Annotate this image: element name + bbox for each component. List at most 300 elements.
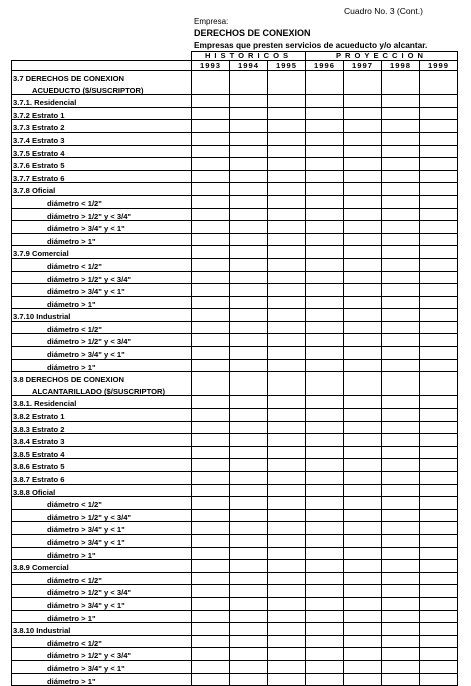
value-cell[interactable] bbox=[192, 83, 230, 95]
value-cell[interactable] bbox=[192, 522, 230, 535]
value-cell[interactable] bbox=[268, 421, 306, 434]
value-cell[interactable] bbox=[268, 95, 306, 108]
value-cell[interactable] bbox=[344, 522, 382, 535]
value-cell[interactable] bbox=[306, 673, 344, 686]
value-cell[interactable] bbox=[420, 522, 458, 535]
value-cell[interactable] bbox=[230, 547, 268, 560]
value-cell[interactable] bbox=[192, 321, 230, 334]
value-cell[interactable] bbox=[230, 509, 268, 522]
value-cell[interactable] bbox=[306, 585, 344, 598]
value-cell[interactable] bbox=[192, 484, 230, 497]
value-cell[interactable] bbox=[268, 221, 306, 234]
value-cell[interactable] bbox=[382, 547, 420, 560]
value-cell[interactable] bbox=[230, 83, 268, 95]
value-cell[interactable] bbox=[192, 71, 230, 83]
value-cell[interactable] bbox=[344, 509, 382, 522]
value-cell[interactable] bbox=[344, 95, 382, 108]
value-cell[interactable] bbox=[344, 107, 382, 120]
value-cell[interactable] bbox=[192, 208, 230, 221]
value-cell[interactable] bbox=[382, 660, 420, 673]
value-cell[interactable] bbox=[382, 107, 420, 120]
value-cell[interactable] bbox=[344, 208, 382, 221]
value-cell[interactable] bbox=[382, 597, 420, 610]
value-cell[interactable] bbox=[192, 673, 230, 686]
value-cell[interactable] bbox=[382, 95, 420, 108]
value-cell[interactable] bbox=[268, 610, 306, 623]
value-cell[interactable] bbox=[420, 534, 458, 547]
value-cell[interactable] bbox=[230, 296, 268, 309]
value-cell[interactable] bbox=[382, 534, 420, 547]
value-cell[interactable] bbox=[192, 459, 230, 472]
value-cell[interactable] bbox=[230, 610, 268, 623]
value-cell[interactable] bbox=[382, 83, 420, 95]
value-cell[interactable] bbox=[306, 71, 344, 83]
value-cell[interactable] bbox=[230, 195, 268, 208]
value-cell[interactable] bbox=[344, 610, 382, 623]
value-cell[interactable] bbox=[306, 95, 344, 108]
value-cell[interactable] bbox=[306, 309, 344, 322]
value-cell[interactable] bbox=[382, 409, 420, 422]
value-cell[interactable] bbox=[382, 284, 420, 297]
value-cell[interactable] bbox=[192, 384, 230, 396]
value-cell[interactable] bbox=[420, 560, 458, 573]
value-cell[interactable] bbox=[268, 484, 306, 497]
value-cell[interactable] bbox=[230, 648, 268, 661]
value-cell[interactable] bbox=[230, 459, 268, 472]
value-cell[interactable] bbox=[268, 396, 306, 409]
value-cell[interactable] bbox=[192, 183, 230, 196]
value-cell[interactable] bbox=[230, 585, 268, 598]
value-cell[interactable] bbox=[420, 484, 458, 497]
value-cell[interactable] bbox=[306, 170, 344, 183]
value-cell[interactable] bbox=[420, 585, 458, 598]
value-cell[interactable] bbox=[420, 547, 458, 560]
value-cell[interactable] bbox=[344, 660, 382, 673]
value-cell[interactable] bbox=[306, 120, 344, 133]
value-cell[interactable] bbox=[192, 95, 230, 108]
value-cell[interactable] bbox=[382, 585, 420, 598]
value-cell[interactable] bbox=[192, 572, 230, 585]
value-cell[interactable] bbox=[306, 183, 344, 196]
value-cell[interactable] bbox=[192, 258, 230, 271]
value-cell[interactable] bbox=[382, 396, 420, 409]
value-cell[interactable] bbox=[306, 321, 344, 334]
value-cell[interactable] bbox=[268, 372, 306, 384]
value-cell[interactable] bbox=[230, 372, 268, 384]
value-cell[interactable] bbox=[420, 107, 458, 120]
value-cell[interactable] bbox=[420, 321, 458, 334]
value-cell[interactable] bbox=[344, 170, 382, 183]
value-cell[interactable] bbox=[192, 660, 230, 673]
value-cell[interactable] bbox=[230, 334, 268, 347]
value-cell[interactable] bbox=[344, 321, 382, 334]
value-cell[interactable] bbox=[420, 372, 458, 384]
value-cell[interactable] bbox=[268, 334, 306, 347]
value-cell[interactable] bbox=[230, 158, 268, 171]
value-cell[interactable] bbox=[420, 132, 458, 145]
value-cell[interactable] bbox=[192, 195, 230, 208]
value-cell[interactable] bbox=[420, 347, 458, 360]
value-cell[interactable] bbox=[420, 509, 458, 522]
value-cell[interactable] bbox=[306, 434, 344, 447]
value-cell[interactable] bbox=[268, 509, 306, 522]
value-cell[interactable] bbox=[382, 560, 420, 573]
value-cell[interactable] bbox=[268, 208, 306, 221]
value-cell[interactable] bbox=[306, 195, 344, 208]
value-cell[interactable] bbox=[268, 309, 306, 322]
value-cell[interactable] bbox=[306, 359, 344, 372]
value-cell[interactable] bbox=[344, 673, 382, 686]
value-cell[interactable] bbox=[344, 434, 382, 447]
value-cell[interactable] bbox=[268, 284, 306, 297]
value-cell[interactable] bbox=[306, 246, 344, 259]
value-cell[interactable] bbox=[382, 648, 420, 661]
value-cell[interactable] bbox=[344, 446, 382, 459]
value-cell[interactable] bbox=[420, 610, 458, 623]
value-cell[interactable] bbox=[230, 472, 268, 485]
value-cell[interactable] bbox=[268, 560, 306, 573]
value-cell[interactable] bbox=[420, 334, 458, 347]
value-cell[interactable] bbox=[306, 446, 344, 459]
value-cell[interactable] bbox=[344, 258, 382, 271]
value-cell[interactable] bbox=[344, 560, 382, 573]
value-cell[interactable] bbox=[306, 623, 344, 636]
value-cell[interactable] bbox=[192, 610, 230, 623]
value-cell[interactable] bbox=[382, 509, 420, 522]
value-cell[interactable] bbox=[344, 623, 382, 636]
value-cell[interactable] bbox=[344, 158, 382, 171]
value-cell[interactable] bbox=[344, 221, 382, 234]
value-cell[interactable] bbox=[420, 459, 458, 472]
value-cell[interactable] bbox=[382, 372, 420, 384]
value-cell[interactable] bbox=[192, 534, 230, 547]
value-cell[interactable] bbox=[306, 132, 344, 145]
value-cell[interactable] bbox=[382, 221, 420, 234]
value-cell[interactable] bbox=[306, 597, 344, 610]
value-cell[interactable] bbox=[230, 635, 268, 648]
value-cell[interactable] bbox=[230, 534, 268, 547]
value-cell[interactable] bbox=[382, 421, 420, 434]
value-cell[interactable] bbox=[306, 158, 344, 171]
value-cell[interactable] bbox=[192, 334, 230, 347]
value-cell[interactable] bbox=[306, 497, 344, 510]
value-cell[interactable] bbox=[420, 309, 458, 322]
value-cell[interactable] bbox=[192, 107, 230, 120]
value-cell[interactable] bbox=[192, 396, 230, 409]
value-cell[interactable] bbox=[268, 258, 306, 271]
value-cell[interactable] bbox=[192, 421, 230, 434]
value-cell[interactable] bbox=[268, 384, 306, 396]
value-cell[interactable] bbox=[192, 434, 230, 447]
value-cell[interactable] bbox=[382, 132, 420, 145]
value-cell[interactable] bbox=[268, 673, 306, 686]
value-cell[interactable] bbox=[230, 359, 268, 372]
value-cell[interactable] bbox=[420, 246, 458, 259]
value-cell[interactable] bbox=[230, 560, 268, 573]
value-cell[interactable] bbox=[268, 522, 306, 535]
value-cell[interactable] bbox=[268, 472, 306, 485]
value-cell[interactable] bbox=[230, 221, 268, 234]
value-cell[interactable] bbox=[344, 597, 382, 610]
value-cell[interactable] bbox=[268, 83, 306, 95]
value-cell[interactable] bbox=[420, 409, 458, 422]
value-cell[interactable] bbox=[230, 396, 268, 409]
value-cell[interactable] bbox=[306, 635, 344, 648]
value-cell[interactable] bbox=[420, 296, 458, 309]
value-cell[interactable] bbox=[192, 648, 230, 661]
value-cell[interactable] bbox=[268, 585, 306, 598]
value-cell[interactable] bbox=[420, 284, 458, 297]
value-cell[interactable] bbox=[306, 522, 344, 535]
value-cell[interactable] bbox=[230, 95, 268, 108]
value-cell[interactable] bbox=[192, 246, 230, 259]
value-cell[interactable] bbox=[230, 572, 268, 585]
value-cell[interactable] bbox=[344, 183, 382, 196]
value-cell[interactable] bbox=[268, 132, 306, 145]
value-cell[interactable] bbox=[382, 208, 420, 221]
value-cell[interactable] bbox=[192, 271, 230, 284]
value-cell[interactable] bbox=[230, 597, 268, 610]
value-cell[interactable] bbox=[306, 145, 344, 158]
value-cell[interactable] bbox=[420, 497, 458, 510]
value-cell[interactable] bbox=[230, 71, 268, 83]
value-cell[interactable] bbox=[230, 660, 268, 673]
value-cell[interactable] bbox=[192, 547, 230, 560]
value-cell[interactable] bbox=[306, 484, 344, 497]
value-cell[interactable] bbox=[344, 83, 382, 95]
value-cell[interactable] bbox=[344, 246, 382, 259]
value-cell[interactable] bbox=[344, 421, 382, 434]
value-cell[interactable] bbox=[382, 120, 420, 133]
value-cell[interactable] bbox=[420, 158, 458, 171]
value-cell[interactable] bbox=[268, 321, 306, 334]
value-cell[interactable] bbox=[382, 195, 420, 208]
value-cell[interactable] bbox=[420, 623, 458, 636]
value-cell[interactable] bbox=[192, 233, 230, 246]
value-cell[interactable] bbox=[230, 208, 268, 221]
value-cell[interactable] bbox=[382, 309, 420, 322]
value-cell[interactable] bbox=[268, 71, 306, 83]
value-cell[interactable] bbox=[268, 195, 306, 208]
value-cell[interactable] bbox=[344, 572, 382, 585]
value-cell[interactable] bbox=[382, 673, 420, 686]
value-cell[interactable] bbox=[382, 158, 420, 171]
value-cell[interactable] bbox=[192, 472, 230, 485]
value-cell[interactable] bbox=[306, 372, 344, 384]
value-cell[interactable] bbox=[382, 170, 420, 183]
value-cell[interactable] bbox=[420, 648, 458, 661]
value-cell[interactable] bbox=[268, 107, 306, 120]
value-cell[interactable] bbox=[382, 459, 420, 472]
value-cell[interactable] bbox=[344, 233, 382, 246]
value-cell[interactable] bbox=[420, 660, 458, 673]
value-cell[interactable] bbox=[306, 472, 344, 485]
value-cell[interactable] bbox=[268, 296, 306, 309]
value-cell[interactable] bbox=[230, 107, 268, 120]
value-cell[interactable] bbox=[420, 359, 458, 372]
value-cell[interactable] bbox=[192, 372, 230, 384]
value-cell[interactable] bbox=[420, 95, 458, 108]
value-cell[interactable] bbox=[382, 434, 420, 447]
value-cell[interactable] bbox=[420, 271, 458, 284]
value-cell[interactable] bbox=[268, 347, 306, 360]
value-cell[interactable] bbox=[268, 359, 306, 372]
value-cell[interactable] bbox=[192, 446, 230, 459]
value-cell[interactable] bbox=[230, 183, 268, 196]
value-cell[interactable] bbox=[382, 246, 420, 259]
value-cell[interactable] bbox=[230, 145, 268, 158]
value-cell[interactable] bbox=[344, 132, 382, 145]
value-cell[interactable] bbox=[306, 660, 344, 673]
value-cell[interactable] bbox=[420, 572, 458, 585]
value-cell[interactable] bbox=[192, 509, 230, 522]
value-cell[interactable] bbox=[382, 522, 420, 535]
value-cell[interactable] bbox=[230, 434, 268, 447]
value-cell[interactable] bbox=[420, 396, 458, 409]
value-cell[interactable] bbox=[230, 409, 268, 422]
value-cell[interactable] bbox=[192, 623, 230, 636]
value-cell[interactable] bbox=[306, 284, 344, 297]
value-cell[interactable] bbox=[382, 446, 420, 459]
value-cell[interactable] bbox=[382, 233, 420, 246]
value-cell[interactable] bbox=[382, 334, 420, 347]
value-cell[interactable] bbox=[344, 309, 382, 322]
value-cell[interactable] bbox=[420, 434, 458, 447]
value-cell[interactable] bbox=[268, 635, 306, 648]
value-cell[interactable] bbox=[306, 610, 344, 623]
value-cell[interactable] bbox=[382, 296, 420, 309]
value-cell[interactable] bbox=[230, 120, 268, 133]
value-cell[interactable] bbox=[230, 258, 268, 271]
value-cell[interactable] bbox=[344, 459, 382, 472]
value-cell[interactable] bbox=[420, 421, 458, 434]
value-cell[interactable] bbox=[382, 623, 420, 636]
value-cell[interactable] bbox=[268, 233, 306, 246]
value-cell[interactable] bbox=[382, 497, 420, 510]
value-cell[interactable] bbox=[420, 145, 458, 158]
value-cell[interactable] bbox=[420, 195, 458, 208]
value-cell[interactable] bbox=[230, 132, 268, 145]
value-cell[interactable] bbox=[268, 434, 306, 447]
value-cell[interactable] bbox=[344, 497, 382, 510]
value-cell[interactable] bbox=[306, 396, 344, 409]
value-cell[interactable] bbox=[306, 648, 344, 661]
value-cell[interactable] bbox=[230, 623, 268, 636]
value-cell[interactable] bbox=[420, 71, 458, 83]
value-cell[interactable] bbox=[344, 284, 382, 297]
value-cell[interactable] bbox=[344, 547, 382, 560]
value-cell[interactable] bbox=[420, 258, 458, 271]
value-cell[interactable] bbox=[344, 635, 382, 648]
value-cell[interactable] bbox=[382, 71, 420, 83]
value-cell[interactable] bbox=[306, 296, 344, 309]
value-cell[interactable] bbox=[268, 547, 306, 560]
value-cell[interactable] bbox=[268, 572, 306, 585]
value-cell[interactable] bbox=[268, 183, 306, 196]
value-cell[interactable] bbox=[192, 585, 230, 598]
value-cell[interactable] bbox=[230, 384, 268, 396]
value-cell[interactable] bbox=[382, 183, 420, 196]
value-cell[interactable] bbox=[268, 120, 306, 133]
value-cell[interactable] bbox=[306, 421, 344, 434]
value-cell[interactable] bbox=[192, 597, 230, 610]
value-cell[interactable] bbox=[420, 446, 458, 459]
value-cell[interactable] bbox=[192, 296, 230, 309]
value-cell[interactable] bbox=[268, 497, 306, 510]
value-cell[interactable] bbox=[344, 585, 382, 598]
value-cell[interactable] bbox=[268, 597, 306, 610]
value-cell[interactable] bbox=[344, 484, 382, 497]
value-cell[interactable] bbox=[268, 446, 306, 459]
value-cell[interactable] bbox=[306, 547, 344, 560]
value-cell[interactable] bbox=[306, 221, 344, 234]
value-cell[interactable] bbox=[192, 158, 230, 171]
value-cell[interactable] bbox=[230, 271, 268, 284]
value-cell[interactable] bbox=[268, 246, 306, 259]
value-cell[interactable] bbox=[306, 534, 344, 547]
value-cell[interactable] bbox=[420, 208, 458, 221]
value-cell[interactable] bbox=[230, 421, 268, 434]
value-cell[interactable] bbox=[268, 409, 306, 422]
value-cell[interactable] bbox=[230, 246, 268, 259]
value-cell[interactable] bbox=[230, 347, 268, 360]
value-cell[interactable] bbox=[306, 271, 344, 284]
value-cell[interactable] bbox=[420, 472, 458, 485]
value-cell[interactable] bbox=[192, 560, 230, 573]
value-cell[interactable] bbox=[192, 132, 230, 145]
value-cell[interactable] bbox=[192, 284, 230, 297]
value-cell[interactable] bbox=[306, 258, 344, 271]
value-cell[interactable] bbox=[344, 648, 382, 661]
value-cell[interactable] bbox=[344, 372, 382, 384]
value-cell[interactable] bbox=[382, 484, 420, 497]
value-cell[interactable] bbox=[192, 635, 230, 648]
value-cell[interactable] bbox=[268, 271, 306, 284]
value-cell[interactable] bbox=[344, 472, 382, 485]
value-cell[interactable] bbox=[192, 497, 230, 510]
value-cell[interactable] bbox=[344, 120, 382, 133]
value-cell[interactable] bbox=[344, 534, 382, 547]
value-cell[interactable] bbox=[230, 321, 268, 334]
value-cell[interactable] bbox=[382, 258, 420, 271]
value-cell[interactable] bbox=[306, 509, 344, 522]
value-cell[interactable] bbox=[344, 334, 382, 347]
value-cell[interactable] bbox=[192, 145, 230, 158]
value-cell[interactable] bbox=[268, 534, 306, 547]
value-cell[interactable] bbox=[344, 271, 382, 284]
value-cell[interactable] bbox=[420, 120, 458, 133]
value-cell[interactable] bbox=[268, 459, 306, 472]
value-cell[interactable] bbox=[382, 610, 420, 623]
value-cell[interactable] bbox=[344, 347, 382, 360]
value-cell[interactable] bbox=[306, 233, 344, 246]
value-cell[interactable] bbox=[420, 673, 458, 686]
value-cell[interactable] bbox=[306, 572, 344, 585]
value-cell[interactable] bbox=[344, 359, 382, 372]
value-cell[interactable] bbox=[382, 635, 420, 648]
value-cell[interactable] bbox=[192, 221, 230, 234]
value-cell[interactable] bbox=[420, 635, 458, 648]
value-cell[interactable] bbox=[268, 648, 306, 661]
value-cell[interactable] bbox=[192, 170, 230, 183]
value-cell[interactable] bbox=[230, 309, 268, 322]
value-cell[interactable] bbox=[420, 170, 458, 183]
value-cell[interactable] bbox=[230, 484, 268, 497]
value-cell[interactable] bbox=[344, 145, 382, 158]
value-cell[interactable] bbox=[268, 170, 306, 183]
value-cell[interactable] bbox=[192, 309, 230, 322]
value-cell[interactable] bbox=[268, 158, 306, 171]
